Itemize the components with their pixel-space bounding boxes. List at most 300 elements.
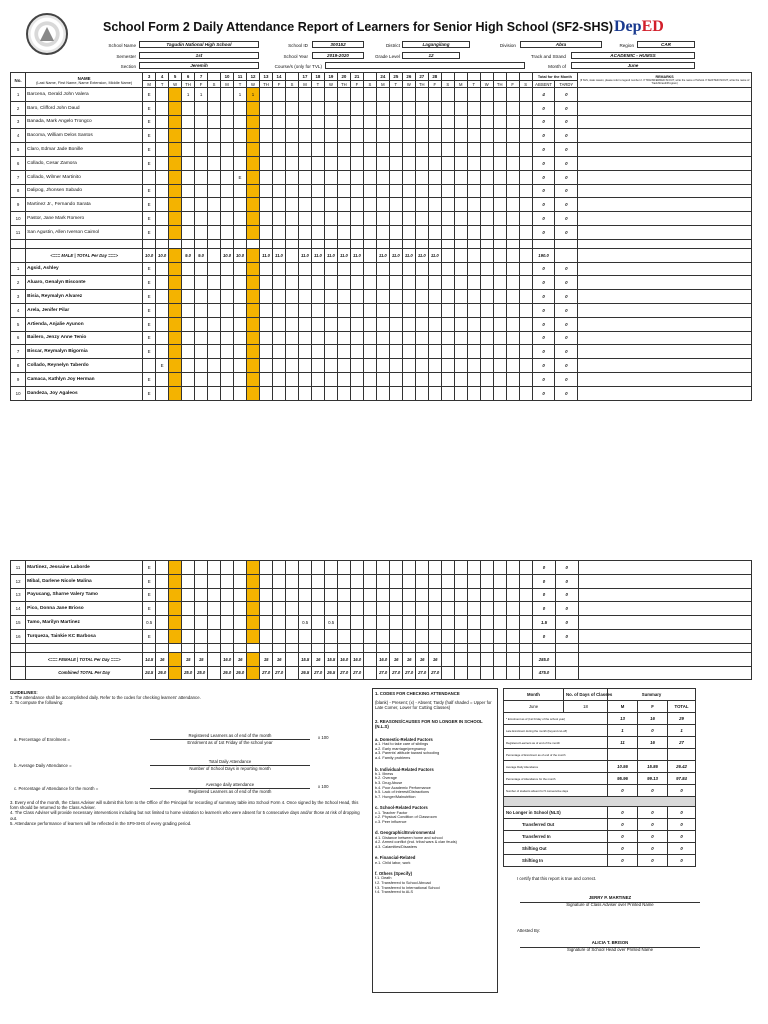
formula-a-denominator: Enrolment as of 1st Friday of the school year: [187, 740, 273, 745]
attendance-mark: [376, 143, 389, 157]
attendance-mark: [480, 156, 493, 170]
summary-total: 29: [668, 713, 696, 725]
attendance-mark: [337, 225, 350, 239]
reason-item: d.3. Calamities/Disasters: [375, 844, 417, 849]
attendance-mark: [454, 290, 467, 304]
attendance-mark: [247, 170, 260, 184]
attendance-mark: [208, 345, 221, 359]
reason-item: b.4. Poor Academic Performance: [375, 785, 431, 790]
attendance-mark: [311, 386, 324, 400]
attendance-mark: [221, 225, 234, 239]
attendance-mark: [337, 303, 350, 317]
attendance-mark: [208, 212, 221, 226]
attendance-mark: [221, 198, 234, 212]
spacer-cell: [208, 643, 221, 652]
attendance-mark: [441, 331, 454, 345]
attendance-mark: [247, 156, 260, 170]
attendance-mark: [389, 101, 402, 115]
attendance-mark: [428, 129, 441, 143]
daily-total: 27.0: [351, 666, 364, 680]
remarks-cell: [578, 602, 751, 616]
attendance-mark: [493, 101, 506, 115]
attendance-mark: [389, 386, 402, 400]
attendance-mark: [234, 629, 247, 643]
attendance-mark: [298, 101, 311, 115]
daily-total: 11.0: [376, 248, 389, 262]
attendance-mark: [272, 372, 285, 386]
attendance-mark: [429, 602, 442, 616]
attendance-mark: [493, 170, 506, 184]
spacer-cell: [312, 643, 325, 652]
remarks-cell: [578, 170, 752, 184]
attendance-mark: [363, 198, 376, 212]
student-number: 6: [11, 331, 26, 345]
daily-total: [442, 666, 455, 680]
attendance-mark: [363, 170, 376, 184]
semester-field: 1st: [139, 52, 259, 59]
attendance-mark: [467, 129, 480, 143]
attendance-mark: [390, 602, 403, 616]
summary-male: 95.96: [608, 773, 638, 785]
spacer-cell: [221, 643, 234, 652]
remarks-cell: [578, 629, 751, 643]
attendance-mark: [468, 602, 481, 616]
daily-total: [520, 666, 533, 680]
spacer-cell: [494, 643, 507, 652]
tardy-count: 0: [555, 170, 578, 184]
total-tardy: [555, 248, 578, 262]
daily-total: [494, 652, 507, 666]
attendance-mark: [182, 574, 195, 588]
remarks-cell: [578, 225, 752, 239]
attendance-mark: E: [143, 225, 156, 239]
attendance-mark: [169, 143, 182, 157]
attendance-mark: [467, 290, 480, 304]
absent-count: 0: [533, 574, 556, 588]
student-number: 7: [11, 345, 26, 359]
attendance-mark: [208, 290, 221, 304]
attendance-mark: [454, 115, 467, 129]
spacer-cell: [286, 643, 299, 652]
spacer-cell: [428, 239, 441, 248]
attendance-mark: [156, 574, 169, 588]
attendance-mark: [429, 616, 442, 630]
attendance-mark: [377, 616, 390, 630]
course-label: Course/s (only for TVL): [274, 64, 322, 69]
attendance-mark: [493, 372, 506, 386]
school-id-field: 300152: [312, 41, 364, 48]
attendance-mark: [272, 262, 285, 276]
attendance-mark: [195, 143, 208, 157]
attendance-mark: [338, 602, 351, 616]
attendance-mark: [376, 101, 389, 115]
guideline-4: 4. The Class Adviser will provide necessary interventions including but not limited to home visitation to learner/s who were absent for 5 consecutive days and/or those at risk of dropping out.: [10, 810, 360, 821]
attendance-mark: [272, 345, 285, 359]
attendance-table-page1: [10, 72, 752, 401]
weekday-cell: M: [143, 81, 156, 88]
attendance-mark: [441, 359, 454, 373]
daily-total: 26.0: [156, 666, 169, 680]
attendance-mark: [350, 372, 363, 386]
tardy-count: 0: [555, 317, 578, 331]
reason-item: b.5. Lack of interest/Distractions: [375, 790, 430, 795]
attendance-mark: [377, 602, 390, 616]
attendance-mark: [285, 331, 298, 345]
attendance-mark: [234, 198, 247, 212]
attendance-mark: [208, 262, 221, 276]
attendance-mark: [195, 156, 208, 170]
attendance-mark: [376, 115, 389, 129]
attendance-mark: E: [143, 588, 156, 602]
attendance-mark: [156, 262, 169, 276]
attendance-mark: [519, 101, 532, 115]
attendance-mark: [272, 290, 285, 304]
attendance-mark: [324, 317, 337, 331]
student-number: 15: [11, 616, 26, 630]
attendance-mark: [402, 101, 415, 115]
attendance-mark: [377, 574, 390, 588]
day-number-cell: 26: [402, 73, 415, 81]
attendance-mark: [402, 115, 415, 129]
reason-item: b.1. Illness: [375, 771, 394, 776]
attendance-mark: [376, 345, 389, 359]
student-number: 7: [11, 170, 26, 184]
attendance-mark: [350, 345, 363, 359]
attendance-mark: [428, 170, 441, 184]
attendance-mark: [364, 629, 377, 643]
attendance-mark: [337, 184, 350, 198]
division-label: Division: [499, 43, 516, 48]
attendance-mark: [480, 225, 493, 239]
student-number: 10: [11, 212, 26, 226]
daily-total: 10.0: [143, 248, 156, 262]
total-label: <=== FEMALE | TOTAL Per Day ===>: [26, 652, 143, 666]
attendance-mark: [311, 225, 324, 239]
month-field: June: [571, 62, 695, 69]
spacer-cell: [467, 239, 480, 248]
day-number-cell: [480, 73, 493, 81]
attendance-mark: [506, 170, 519, 184]
summary-male: 10.56: [608, 761, 638, 773]
weekday-cell: M: [454, 81, 467, 88]
attendance-mark: [324, 276, 337, 290]
absent-header: ABSENT: [532, 81, 555, 88]
student-name: Pastor, Jane Mark Romero: [26, 212, 143, 226]
attendance-mark: [338, 629, 351, 643]
name-header-title: NAME: [77, 75, 91, 81]
attendance-mark: [156, 602, 169, 616]
student-name: Martinez Jr., Fernando Sarata: [26, 198, 143, 212]
remarks-cell: [578, 345, 752, 359]
spacer-cell: [455, 643, 468, 652]
attendance-mark: [285, 276, 298, 290]
student-name: Martinez, Jessaine Laborde: [26, 561, 143, 575]
summary-total: [668, 749, 696, 761]
section-label: Section: [120, 64, 136, 69]
attendance-mark: [221, 345, 234, 359]
spacer-cell: [182, 239, 195, 248]
attendance-mark: [506, 143, 519, 157]
guidelines-section: [10, 690, 365, 706]
absent-count: 0: [533, 602, 556, 616]
tardy-count: 0: [555, 225, 578, 239]
attendance-mark: [493, 115, 506, 129]
attendance-mark: [415, 262, 428, 276]
attendance-mark: [324, 359, 337, 373]
attendance-mark: [455, 561, 468, 575]
attendance-mark: [298, 359, 311, 373]
remarks-cell: [578, 143, 752, 157]
attendance-mark: [156, 629, 169, 643]
attendance-mark: [467, 359, 480, 373]
daily-total: [169, 248, 182, 262]
attendance-mark: [441, 303, 454, 317]
attendance-mark: [208, 386, 221, 400]
spacer-cell: [195, 239, 208, 248]
attendance-mark: [429, 629, 442, 643]
attendance-mark: [260, 345, 273, 359]
attendance-mark: [389, 303, 402, 317]
attendance-mark: [286, 574, 299, 588]
attendance-mark: [402, 184, 415, 198]
attendance-mark: [325, 561, 338, 575]
spacer-cell: [272, 239, 285, 248]
attendance-mark: [389, 372, 402, 386]
attendance-mark: [272, 386, 285, 400]
student-number: 1: [11, 88, 26, 102]
school-id-label: School ID: [288, 43, 308, 48]
formula-a-numerator: Registered Learners as of end of the month: [188, 733, 272, 738]
attendance-mark: [428, 372, 441, 386]
attendance-mark: [337, 156, 350, 170]
attendance-mark: [195, 225, 208, 239]
attendance-mark: [403, 629, 416, 643]
remarks-cell: [578, 574, 751, 588]
student-name: Barcena, Gerald John Valera: [26, 88, 143, 102]
summary-female: 16: [638, 713, 668, 725]
attendance-mark: [208, 115, 221, 129]
attendance-mark: [195, 629, 208, 643]
attendance-mark: [520, 616, 533, 630]
day-number-cell: [493, 73, 506, 81]
attendance-mark: [208, 276, 221, 290]
attendance-mark: [363, 225, 376, 239]
attendance-mark: [389, 290, 402, 304]
attendance-mark: [428, 156, 441, 170]
attendance-mark: [298, 317, 311, 331]
attendance-mark: [247, 602, 260, 616]
remarks-cell: [578, 262, 752, 276]
attendance-mark: [415, 156, 428, 170]
remarks-cell: [578, 290, 752, 304]
weekday-cell: T: [467, 81, 480, 88]
attendance-mark: [402, 331, 415, 345]
attendance-mark: [195, 588, 208, 602]
student-row: [11, 88, 752, 102]
weekday-cell: F: [350, 81, 363, 88]
attendance-mark: [234, 276, 247, 290]
attendance-mark: [156, 561, 169, 575]
summary-label: Average Daily Attendance: [504, 761, 608, 773]
attendance-mark: [350, 198, 363, 212]
attendance-mark: [364, 588, 377, 602]
attendance-mark: [208, 629, 221, 643]
spacer-cell: [415, 239, 428, 248]
student-row: [11, 345, 752, 359]
total-label: <=== MALE | TOTAL Per Day ===>: [26, 248, 143, 262]
attendance-mark: [506, 331, 519, 345]
student-row: [11, 212, 752, 226]
attendance-mark: [182, 156, 195, 170]
attendance-mark: [260, 156, 273, 170]
attendance-mark: [260, 129, 273, 143]
remarks-cell: [578, 88, 752, 102]
adviser-name: JERRY P. MARTINEZ: [588, 895, 632, 900]
daily-total: 27.0: [312, 666, 325, 680]
daily-total: 16: [234, 652, 247, 666]
attendance-mark: [272, 143, 285, 157]
spacer-cell: [468, 643, 481, 652]
attendance-mark: [260, 88, 273, 102]
spacer-cell: [11, 643, 26, 652]
attendance-mark: [337, 372, 350, 386]
attendance-mark: [273, 602, 286, 616]
attendance-mark: [247, 276, 260, 290]
tardy-count: 0: [555, 212, 578, 226]
attendance-mark: [298, 331, 311, 345]
attendance-mark: [389, 212, 402, 226]
student-row: [11, 303, 752, 317]
attendance-mark: [441, 212, 454, 226]
attendance-mark: [234, 290, 247, 304]
attendance-mark: [376, 184, 389, 198]
attendance-mark: [480, 88, 493, 102]
attendance-mark: [481, 574, 494, 588]
spacer-cell: [351, 643, 364, 652]
attendance-mark: [298, 184, 311, 198]
attendance-mark: [390, 574, 403, 588]
attendance-mark: [428, 317, 441, 331]
daily-total: [507, 652, 520, 666]
attendance-mark: [467, 115, 480, 129]
attendance-mark: [195, 198, 208, 212]
student-name: Arela, Jenifer Pilar: [26, 303, 143, 317]
total-absent: 285.0: [533, 652, 556, 666]
attendance-mark: [402, 276, 415, 290]
attendance-mark: [311, 88, 324, 102]
attendance-mark: [169, 561, 182, 575]
attendance-mark: [324, 129, 337, 143]
attendance-mark: [337, 198, 350, 212]
daily-total: 16: [403, 652, 416, 666]
attendance-mark: [260, 212, 273, 226]
attendance-mark: [247, 225, 260, 239]
student-name: Collado, Reynelyn Taberdo: [26, 359, 143, 373]
spacer-cell: [442, 643, 455, 652]
attendance-mark: [272, 276, 285, 290]
attendance-mark: [415, 276, 428, 290]
attendance-mark: [208, 170, 221, 184]
attendance-mark: [507, 561, 520, 575]
attendance-mark: [247, 198, 260, 212]
attendance-mark: [416, 602, 429, 616]
attendance-mark: [480, 276, 493, 290]
tardy-count: 0: [555, 359, 578, 373]
attendance-mark: [298, 225, 311, 239]
attendance-mark: [350, 143, 363, 157]
spacer-cell: [11, 239, 26, 248]
status-total: 0: [668, 831, 696, 843]
daily-total: 10.0: [234, 248, 247, 262]
daily-total: 26.5: [299, 666, 312, 680]
attendance-mark: [272, 184, 285, 198]
tardy-count: 0: [555, 345, 578, 359]
attendance-mark: [221, 88, 234, 102]
total-absent: 190.0: [532, 248, 555, 262]
attendance-mark: [454, 262, 467, 276]
day-number-cell: 5: [169, 73, 182, 81]
attendance-mark: [325, 602, 338, 616]
attendance-mark: [351, 602, 364, 616]
tardy-count: 0: [555, 156, 578, 170]
attendance-mark: [273, 588, 286, 602]
attendance-mark: [182, 561, 195, 575]
attendance-mark: [298, 262, 311, 276]
attendance-mark: [324, 290, 337, 304]
daily-total: 16: [390, 652, 403, 666]
attendance-mark: [182, 101, 195, 115]
school-year-field: 2019-2020: [312, 52, 364, 59]
attendance-mark: [402, 225, 415, 239]
attendance-mark: [389, 276, 402, 290]
attendance-mark: E: [143, 184, 156, 198]
total-no: [11, 652, 26, 666]
day-number-cell: 25: [389, 73, 402, 81]
status-label: No Longer in School (NLS): [504, 807, 608, 819]
attendance-mark: [455, 574, 468, 588]
tardy-count: 0: [555, 276, 578, 290]
month-label: Month of: [548, 64, 566, 69]
attendance-mark: [208, 331, 221, 345]
attendance-mark: [324, 101, 337, 115]
attendance-mark: [221, 129, 234, 143]
attendance-mark: [169, 616, 182, 630]
attendance-mark: [260, 372, 273, 386]
attendance-mark: [454, 303, 467, 317]
attendance-mark: [415, 372, 428, 386]
weekday-cell: W: [402, 81, 415, 88]
attendance-mark: [442, 602, 455, 616]
attendance-mark: [389, 262, 402, 276]
spacer-cell: [169, 643, 182, 652]
attendance-mark: [182, 115, 195, 129]
attendance-mark: [234, 561, 247, 575]
attendance-mark: [519, 262, 532, 276]
student-row: [11, 115, 752, 129]
attendance-mark: [441, 225, 454, 239]
attendance-mark: [350, 317, 363, 331]
daily-total: 16: [429, 652, 442, 666]
attendance-mark: [324, 331, 337, 345]
attendance-mark: [234, 225, 247, 239]
attendance-mark: [363, 88, 376, 102]
attendance-mark: [519, 372, 532, 386]
spacer-cell: [481, 643, 494, 652]
attendance-mark: E: [143, 561, 156, 575]
attendance-mark: [285, 129, 298, 143]
attendance-mark: [285, 198, 298, 212]
student-row: [11, 561, 752, 575]
